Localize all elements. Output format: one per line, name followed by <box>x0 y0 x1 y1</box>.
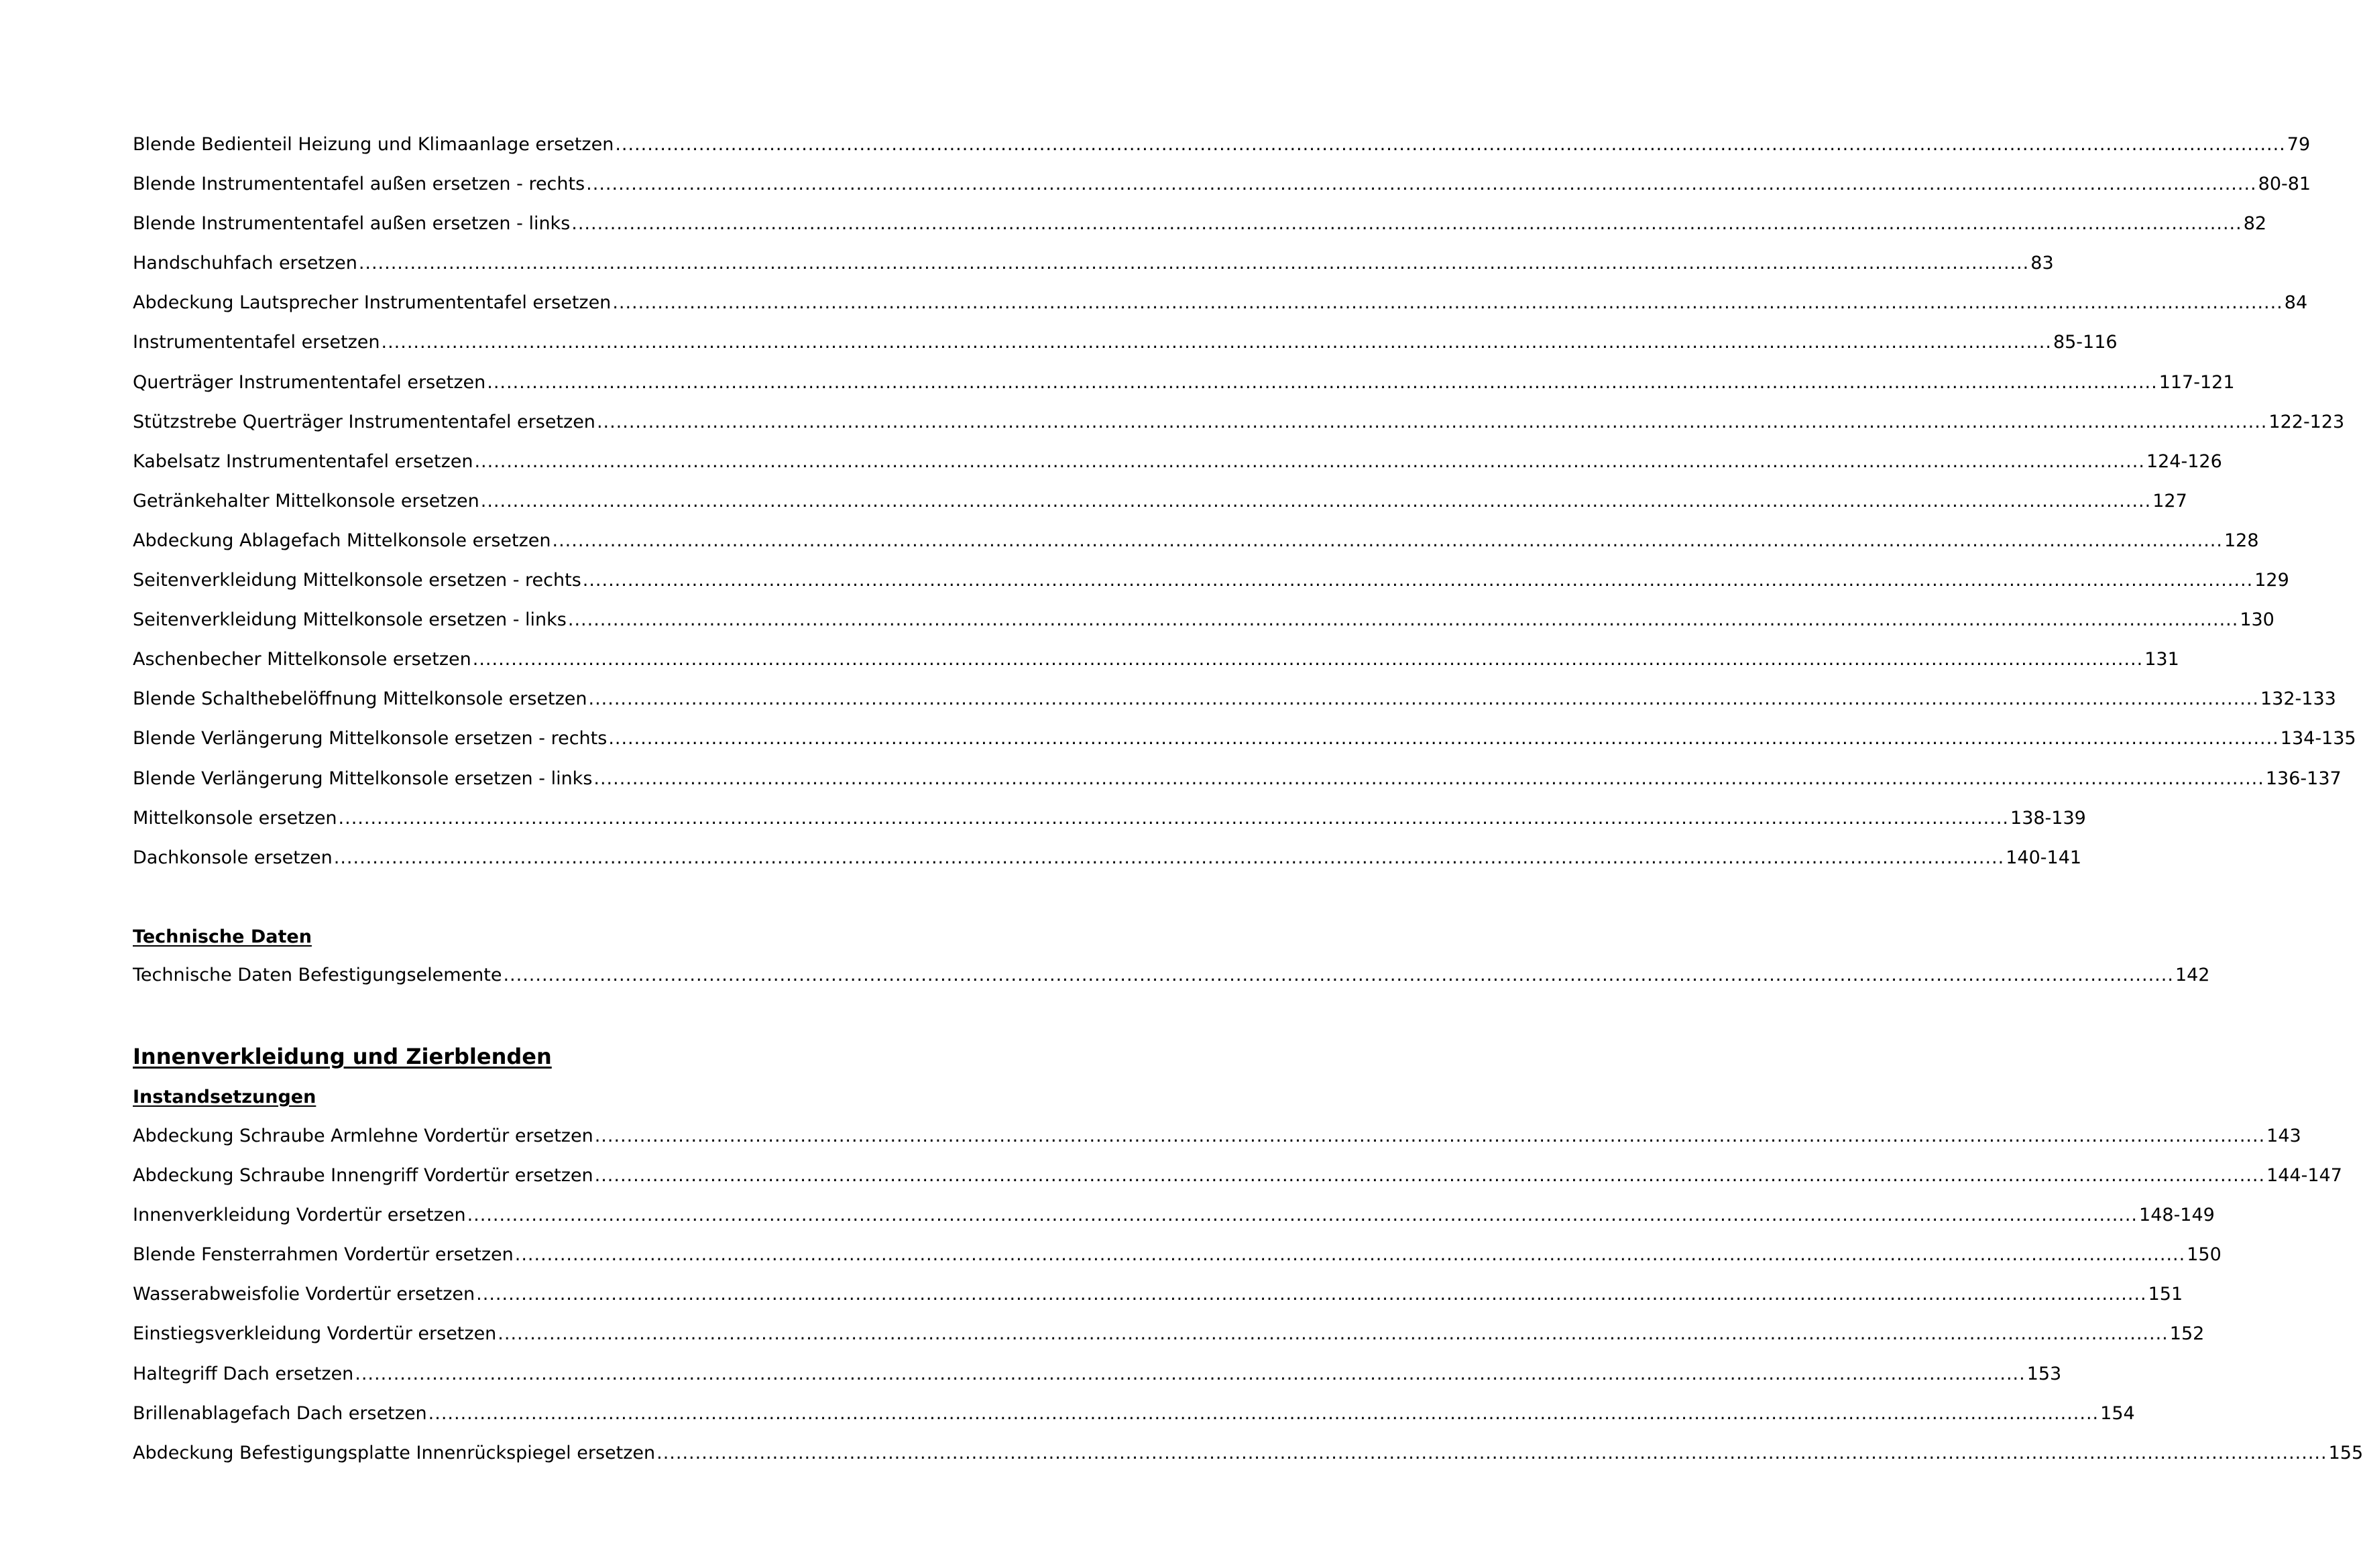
toc-leader-dots: .................................................................................................................................................................................................................................................................... <box>594 1165 2266 1187</box>
toc-entry <box>133 1354 2062 1394</box>
toc-entry <box>133 164 2311 204</box>
toc-entry-page: 142 <box>2175 965 2210 985</box>
toc-entry-title: Seitenverkleidung Mittelkonsole ersetzen - links <box>133 609 567 631</box>
toc-entry <box>133 719 2356 758</box>
toc-leader-dots: .................................................................................................................................................................................................................................................................... <box>586 174 2257 195</box>
toc-entry-page: 82 <box>2243 213 2267 235</box>
toc-entry-title: Haltegriff Dach ersetzen <box>133 1363 354 1384</box>
toc-entry <box>133 521 2259 560</box>
toc-entry-title: Stützstrebe Querträger Instrumententafel ersetzen <box>133 411 595 432</box>
toc-leader-dots: .................................................................................................................................................................................................................................................................... <box>333 847 2005 868</box>
toc-entry <box>133 1235 2222 1274</box>
toc-leader-dots: .................................................................................................................................................................................................................................................................... <box>472 649 2144 670</box>
toc-entry <box>133 363 2235 402</box>
toc-leader-dots: .................................................................................................................................................................................................................................................................... <box>476 1284 2147 1305</box>
toc-entry-page: 84 <box>2284 292 2308 314</box>
toc-entry <box>133 560 2289 600</box>
toc-entry <box>133 1433 2363 1473</box>
toc-entry-page: 131 <box>2144 649 2179 670</box>
toc-leader-dots: .................................................................................................................................................................................................................................................................... <box>593 768 2264 789</box>
toc-entry-page: 132-133 <box>2260 688 2336 710</box>
toc-leader-dots: .................................................................................................................................................................................................................................................................... <box>480 490 2152 511</box>
toc-leader-dots: .................................................................................................................................................................................................................................................................... <box>552 530 2223 551</box>
toc-entry-page: 148-149 <box>2139 1205 2215 1226</box>
toc-entry-page: 152 <box>2169 1323 2205 1345</box>
toc-entry <box>133 1314 2205 1353</box>
chapter-heading-innenverkleidung: Innenverkleidung und Zierblenden <box>133 1044 552 1069</box>
toc-entry-title: Blende Verlängerung Mittelkonsole ersetzen - links <box>133 768 593 789</box>
toc-entry-title: Blende Instrumententafel außen ersetzen - links <box>133 213 571 235</box>
toc-entry-page: 80-81 <box>2258 174 2311 195</box>
toc-entry-page: 79 <box>2287 134 2311 155</box>
toc-entry-page: 130 <box>2240 609 2274 631</box>
toc-leader-dots: .................................................................................................................................................................................................................................................................... <box>567 609 2239 631</box>
toc-entry-title: Wasserabweisfolie Vordertür ersetzen <box>133 1284 475 1305</box>
toc-entry-title: Blende Bedienteil Heizung und Klimaanlage ersetzen <box>133 134 614 155</box>
toc-entry-page: 143 <box>2266 1126 2301 1146</box>
toc-entry-page: 151 <box>2148 1284 2183 1305</box>
toc-entry-title: Handschuhfach ersetzen <box>133 253 357 274</box>
toc-entry-page: 85-116 <box>2053 332 2118 353</box>
toc-entry-title: Abdeckung Lautsprecher Instrumententafel ersetzen <box>133 292 612 314</box>
toc-entry <box>133 204 2267 243</box>
toc-entry-title: Blende Instrumententafel außen ersetzen - rechts <box>133 174 585 195</box>
toc-leader-dots: .................................................................................................................................................................................................................................................................... <box>615 134 2286 155</box>
toc-entry <box>133 125 2311 164</box>
toc-entry-title: Aschenbecher Mittelkonsole ersetzen <box>133 649 471 670</box>
toc-entry-title: Blende Fensterrahmen Vordertür ersetzen <box>133 1244 514 1266</box>
toc-entry-page: 144-147 <box>2266 1165 2342 1187</box>
toc-leader-dots: .................................................................................................................................................................................................................................................................... <box>381 332 2052 353</box>
toc-entry <box>133 640 2179 679</box>
toc-entry-title: Technische Daten Befestigungselemente <box>133 965 502 985</box>
toc-entry-title: Kabelsatz Instrumententafel ersetzen <box>133 450 473 472</box>
toc-entry <box>133 402 2345 442</box>
toc-entry-page: 155 <box>2328 1442 2363 1463</box>
toc-entry-title: Seitenverkleidung Mittelkonsole ersetzen - rechts <box>133 570 581 591</box>
toc-leader-dots: .................................................................................................................................................................................................................................................................... <box>503 965 2174 985</box>
toc-entry-title: Abdeckung Befestigungsplatte Innenrückspiegel ersetzen <box>133 1442 656 1463</box>
toc-leader-dots: .................................................................................................................................................................................................................................................................... <box>588 688 2259 710</box>
toc-entry-title: Mittelkonsole ersetzen <box>133 807 337 829</box>
toc-leader-dots: .................................................................................................................................................................................................................................................................... <box>571 213 2242 235</box>
toc-entry-page: 154 <box>2100 1402 2135 1424</box>
toc-list-armaturentafel <box>133 125 2356 878</box>
toc-entry-page: 150 <box>2187 1244 2222 1266</box>
toc-entry <box>133 283 2308 322</box>
toc-entry <box>133 600 2274 640</box>
toc-entry <box>133 1116 2301 1156</box>
toc-entry-page: 127 <box>2152 490 2187 511</box>
toc-leader-dots: .................................................................................................................................................................................................................................................................... <box>596 411 2268 432</box>
toc-list-innenverkleidung <box>133 1116 2363 1473</box>
toc-entry-title: Blende Schalthebelöffnung Mittelkonsole ersetzen <box>133 688 587 710</box>
toc-entry-title: Querträger Instrumententafel ersetzen <box>133 371 486 393</box>
toc-entry-title: Dachkonsole ersetzen <box>133 847 333 868</box>
toc-entry-page: 122-123 <box>2268 411 2345 432</box>
toc-entry-page: 128 <box>2224 530 2259 551</box>
toc-entry-page: 124-126 <box>2146 450 2222 472</box>
toc-entry-title: Blende Verlängerung Mittelkonsole ersetzen - rechts <box>133 728 608 749</box>
toc-entry-title: Abdeckung Schraube Armlehne Vordertür ersetzen <box>133 1126 593 1146</box>
toc-entry <box>133 481 2187 521</box>
toc-entry-page: 153 <box>2026 1363 2062 1384</box>
toc-leader-dots: .................................................................................................................................................................................................................................................................... <box>498 1323 2169 1345</box>
toc-entry-title: Innenverkleidung Vordertür ersetzen <box>133 1205 466 1226</box>
toc-leader-dots: .................................................................................................................................................................................................................................................................... <box>474 450 2145 472</box>
toc-leader-dots: .................................................................................................................................................................................................................................................................... <box>487 371 2158 393</box>
toc-entry <box>133 243 2054 283</box>
toc-entry-page: 129 <box>2254 570 2289 591</box>
toc-leader-dots: .................................................................................................................................................................................................................................................................... <box>338 807 2010 829</box>
toc-entry-page: 138-139 <box>2010 807 2086 829</box>
toc-entry-title: Instrumententafel ersetzen <box>133 332 380 353</box>
toc-entry-title: Getränkehalter Mittelkonsole ersetzen <box>133 490 479 511</box>
section-heading-instandsetzungen: Instandsetzungen <box>133 1087 316 1107</box>
toc-leader-dots: .................................................................................................................................................................................................................................................................... <box>355 1363 2026 1384</box>
toc-leader-dots: .................................................................................................................................................................................................................................................................... <box>594 1126 2266 1146</box>
toc-leader-dots: .................................................................................................................................................................................................................................................................... <box>358 253 2030 274</box>
toc-entry-page: 83 <box>2030 253 2054 274</box>
toc-entry <box>133 679 2336 719</box>
toc-leader-dots: .................................................................................................................................................................................................................................................................... <box>656 1442 2327 1463</box>
toc-leader-dots: .................................................................................................................................................................................................................................................................... <box>514 1244 2186 1266</box>
toc-entry <box>133 1156 2342 1195</box>
toc-entry <box>133 955 2210 995</box>
toc-entry <box>133 442 2222 481</box>
toc-leader-dots: .................................................................................................................................................................................................................................................................... <box>612 292 2283 314</box>
section-heading-technische-daten: Technische Daten <box>133 926 312 947</box>
toc-leader-dots: .................................................................................................................................................................................................................................................................... <box>428 1402 2099 1424</box>
toc-leader-dots: .................................................................................................................................................................................................................................................................... <box>582 570 2254 591</box>
toc-leader-dots: .................................................................................................................................................................................................................................................................... <box>467 1205 2138 1226</box>
toc-leader-dots: .................................................................................................................................................................................................................................................................... <box>608 728 2279 749</box>
toc-list-technische-daten <box>133 955 2210 995</box>
toc-entry-title: Brillenablagefach Dach ersetzen <box>133 1402 427 1424</box>
toc-entry <box>133 322 2118 362</box>
toc-entry-page: 134-135 <box>2280 728 2356 749</box>
toc-entry-title: Abdeckung Ablagefach Mittelkonsole ersetzen <box>133 530 551 551</box>
toc-entry <box>133 1195 2215 1235</box>
toc-entry <box>133 759 2342 798</box>
toc-entry <box>133 798 2086 838</box>
toc-entry-title: Abdeckung Schraube Innengriff Vordertür ersetzen <box>133 1165 593 1187</box>
toc-entry <box>133 838 2082 878</box>
toc-entry <box>133 1274 2183 1314</box>
toc-entry-title: Einstiegsverkleidung Vordertür ersetzen <box>133 1323 497 1345</box>
toc-entry <box>133 1394 2135 1433</box>
toc-entry-page: 117-121 <box>2158 371 2235 393</box>
toc-entry-page: 136-137 <box>2265 768 2342 789</box>
toc-entry-page: 140-141 <box>2006 847 2082 868</box>
